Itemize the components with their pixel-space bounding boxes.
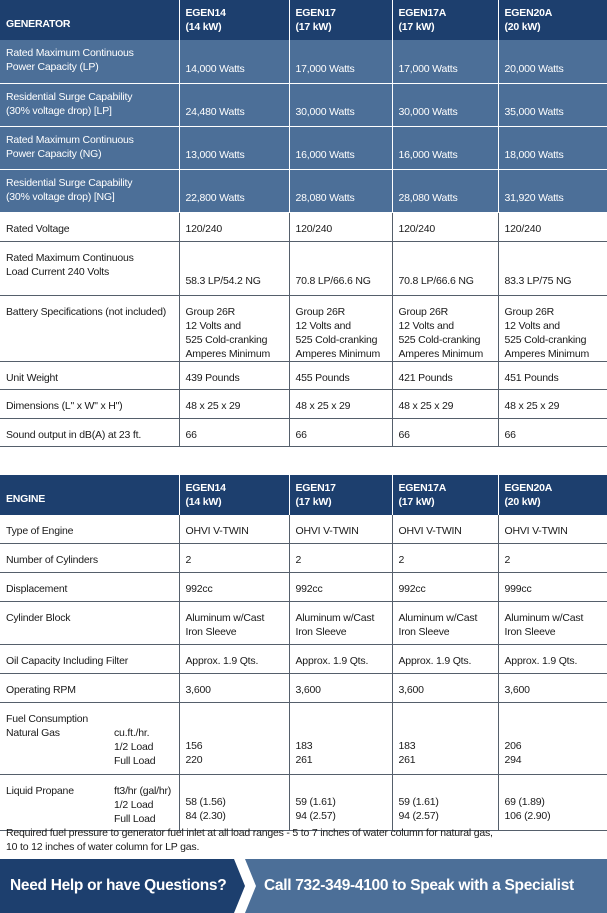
cell-line: Iron Sleeve bbox=[185, 626, 237, 638]
engine-value: OHVI V-TWIN bbox=[392, 515, 498, 544]
generator-header-label: GENERATOR bbox=[0, 0, 179, 40]
engine-value: 2 bbox=[289, 544, 392, 573]
cell-line: (30% voltage drop) [LP] bbox=[6, 104, 112, 117]
engine-label: Operating RPM bbox=[0, 674, 179, 703]
fuel-type: Liquid Propane bbox=[6, 785, 74, 797]
model-header bbox=[289, 475, 392, 515]
generator-header-row bbox=[0, 0, 607, 40]
spec-value: 70.8 LP/66.6 NG bbox=[392, 241, 498, 295]
spec-value: 66 bbox=[498, 418, 607, 446]
cell-line: 12 Volts and bbox=[295, 319, 351, 332]
cell-line: Rated Maximum Continuous bbox=[6, 133, 134, 146]
spec-value: 20,000 Watts bbox=[498, 40, 607, 83]
spec-value: 48 x 25 x 29 bbox=[289, 389, 392, 418]
model-kw: (14 kW) bbox=[185, 495, 222, 508]
cell-line: Rated Maximum Continuous bbox=[6, 251, 134, 264]
model-header bbox=[289, 0, 392, 40]
spec-value: 439 Pounds bbox=[179, 361, 289, 389]
engine-value: 992cc bbox=[289, 573, 392, 602]
engine-spec-table bbox=[0, 475, 607, 832]
cell-line: 525 Cold-cranking bbox=[295, 333, 378, 346]
spec-value: 30,000 Watts bbox=[392, 83, 498, 126]
cell-line: 525 Cold-cranking bbox=[185, 333, 268, 346]
cell-line: Rated Maximum Continuous bbox=[6, 47, 134, 59]
engine-value bbox=[179, 602, 289, 645]
fuel-consumption-title: Fuel Consumption bbox=[6, 713, 89, 725]
spec-value: 48 x 25 x 29 bbox=[498, 389, 607, 418]
model-header bbox=[392, 475, 498, 515]
model-header bbox=[498, 0, 607, 40]
half-load-value: 58 (1.56) bbox=[185, 796, 226, 808]
model-name: EGEN17 bbox=[295, 481, 336, 494]
engine-value: 3,600 bbox=[392, 674, 498, 703]
cell-line: Power Capacity (NG) bbox=[6, 147, 102, 160]
gap-cell bbox=[0, 446, 607, 475]
model-kw: (17 kW) bbox=[295, 21, 332, 33]
full-load-value: 294 bbox=[504, 754, 522, 766]
engine-value: 2 bbox=[179, 544, 289, 573]
engine-label: Oil Capacity Including Filter bbox=[0, 645, 179, 674]
engine-row bbox=[0, 602, 607, 645]
full-load-value: 220 bbox=[185, 754, 203, 766]
cell-line: Aluminum w/Cast bbox=[185, 612, 265, 624]
spec-label bbox=[0, 169, 179, 212]
engine-value: Approx. 1.9 Qts. bbox=[289, 645, 392, 674]
cell-line: Iron Sleeve bbox=[295, 626, 347, 638]
spec-row bbox=[0, 126, 607, 169]
cell-line: 12 Volts and bbox=[504, 319, 560, 332]
spec-value: 14,000 Watts bbox=[179, 40, 289, 83]
cell-line: Rated Voltage bbox=[6, 222, 70, 235]
fuel-row-natural-gas bbox=[0, 703, 607, 775]
model-header bbox=[392, 0, 498, 40]
engine-value: OHVI V-TWIN bbox=[289, 515, 392, 544]
engine-label: Cylinder Block bbox=[0, 602, 179, 645]
full-load-value: 84 (2.30) bbox=[185, 810, 226, 822]
model-kw: (20 kW) bbox=[504, 495, 541, 508]
model-kw: (20 kW) bbox=[504, 21, 541, 33]
engine-value: Approx. 1.9 Qts. bbox=[498, 645, 607, 674]
fuel-label bbox=[0, 775, 179, 831]
spec-value bbox=[289, 295, 392, 361]
engine-label: Number of Cylinders bbox=[0, 544, 179, 573]
cell-line: (30% voltage drop) [NG] bbox=[6, 190, 115, 203]
spec-row bbox=[0, 418, 607, 446]
cell-line: Battery Specifications (not included) bbox=[6, 305, 167, 318]
cell-line: Group 26R bbox=[295, 305, 346, 318]
model-kw: (14 kW) bbox=[185, 21, 222, 33]
cell-line: Unit Weight bbox=[6, 371, 58, 384]
full-load-label: Full Load bbox=[114, 813, 156, 825]
cell-line: 525 Cold-cranking bbox=[504, 333, 587, 346]
cell-line: Residential Surge Capability bbox=[6, 176, 133, 189]
spec-value: 28,080 Watts bbox=[289, 169, 392, 212]
half-load-value: 69 (1.89) bbox=[504, 796, 545, 808]
engine-value: 3,600 bbox=[179, 674, 289, 703]
cell-line: 525 Cold-cranking bbox=[398, 333, 481, 346]
fuel-type-line bbox=[6, 726, 173, 740]
full-load-label: Full Load bbox=[114, 755, 156, 767]
engine-value bbox=[289, 602, 392, 645]
cell-line: Amperes Minimum bbox=[504, 347, 590, 360]
spec-value: 30,000 Watts bbox=[289, 83, 392, 126]
spec-label bbox=[0, 295, 179, 361]
half-load-value: 156 bbox=[185, 740, 203, 752]
fuel-value bbox=[289, 703, 392, 775]
spec-row bbox=[0, 295, 607, 361]
spec-label bbox=[0, 241, 179, 295]
cell-line: Group 26R bbox=[185, 305, 236, 318]
engine-value: 2 bbox=[498, 544, 607, 573]
engine-value: 992cc bbox=[179, 573, 289, 602]
model-name: EGEN14 bbox=[185, 7, 226, 19]
cell-line: Aluminum w/Cast bbox=[295, 612, 375, 624]
spec-value: 22,800 Watts bbox=[179, 169, 289, 212]
spec-value bbox=[498, 295, 607, 361]
fuel-pressure-footnote bbox=[6, 826, 601, 854]
spec-label bbox=[0, 212, 179, 241]
model-name: EGEN17A bbox=[398, 481, 447, 494]
cell-line: Amperes Minimum bbox=[398, 347, 484, 360]
engine-value: 2 bbox=[392, 544, 498, 573]
spec-value: 451 Pounds bbox=[498, 361, 607, 389]
model-kw: (17 kW) bbox=[398, 495, 435, 508]
spec-value: 66 bbox=[179, 418, 289, 446]
footnote-line: Required fuel pressure to generator fuel inlet at all load ranges - 5 to 7 inches of water column for natural gas, bbox=[6, 827, 493, 839]
spec-label bbox=[0, 126, 179, 169]
cell-line: Residential Surge Capability bbox=[6, 90, 133, 103]
model-kw: (17 kW) bbox=[398, 21, 435, 33]
spec-label bbox=[0, 40, 179, 83]
spec-row bbox=[0, 212, 607, 241]
half-load-value: 59 (1.61) bbox=[398, 796, 439, 808]
spec-value: 16,000 Watts bbox=[289, 126, 392, 169]
half-load-label: 1/2 Load bbox=[114, 741, 154, 753]
spec-value: 421 Pounds bbox=[392, 361, 498, 389]
model-header bbox=[179, 475, 289, 515]
fuel-value bbox=[498, 775, 607, 831]
engine-header-label: ENGINE bbox=[0, 475, 179, 515]
spec-value: 35,000 Watts bbox=[498, 83, 607, 126]
spec-value: 31,920 Watts bbox=[498, 169, 607, 212]
spec-value: 48 x 25 x 29 bbox=[179, 389, 289, 418]
spec-value: 48 x 25 x 29 bbox=[392, 389, 498, 418]
full-load-value: 94 (2.57) bbox=[398, 810, 439, 822]
model-name: EGEN20A bbox=[504, 481, 553, 494]
spec-value: 70.8 LP/66.6 NG bbox=[289, 241, 392, 295]
spec-label bbox=[0, 389, 179, 418]
spec-value: 24,480 Watts bbox=[179, 83, 289, 126]
footnote-line: 10 to 12 inches of water column for LP gas. bbox=[6, 841, 200, 853]
cell-line: Load Current 240 Volts bbox=[6, 265, 110, 278]
fuel-unit: ft3/hr (gal/hr) bbox=[114, 785, 172, 797]
engine-row bbox=[0, 544, 607, 573]
engine-header-row bbox=[0, 475, 607, 515]
full-load-value: 261 bbox=[398, 754, 416, 766]
cell-line: Group 26R bbox=[398, 305, 449, 318]
spec-value: 13,000 Watts bbox=[179, 126, 289, 169]
fuel-value bbox=[179, 775, 289, 831]
spec-row bbox=[0, 169, 607, 212]
spec-row bbox=[0, 389, 607, 418]
full-load-value: 94 (2.57) bbox=[295, 810, 336, 822]
spec-row bbox=[0, 40, 607, 83]
cell-line: Aluminum w/Cast bbox=[398, 612, 478, 624]
model-name: EGEN20A bbox=[504, 7, 553, 19]
model-name: EGEN17 bbox=[295, 7, 336, 19]
cell-line: Dimensions (L" x W" x H") bbox=[6, 399, 123, 412]
cell-line: Aluminum w/Cast bbox=[504, 612, 584, 624]
spec-value: 18,000 Watts bbox=[498, 126, 607, 169]
call-specialist-link[interactable]: Call 732-349-4100 to Speak with a Specialist bbox=[264, 877, 574, 894]
fuel-type: Natural Gas bbox=[6, 727, 60, 739]
cell-line: Amperes Minimum bbox=[185, 347, 271, 360]
spec-value: 66 bbox=[289, 418, 392, 446]
cell-line: Amperes Minimum bbox=[295, 347, 381, 360]
spec-row bbox=[0, 361, 607, 389]
half-load-value: 206 bbox=[504, 740, 522, 752]
engine-value bbox=[392, 602, 498, 645]
cell-line: Iron Sleeve bbox=[398, 626, 450, 638]
spec-value: 28,080 Watts bbox=[392, 169, 498, 212]
cell-line: Iron Sleeve bbox=[504, 626, 556, 638]
spec-value bbox=[179, 295, 289, 361]
engine-label: Type of Engine bbox=[0, 515, 179, 544]
engine-row bbox=[0, 645, 607, 674]
spec-row bbox=[0, 241, 607, 295]
fuel-value bbox=[179, 703, 289, 775]
engine-value: 999cc bbox=[498, 573, 607, 602]
fuel-unit: cu.ft./hr. bbox=[114, 727, 150, 739]
spec-value: 120/240 bbox=[179, 212, 289, 241]
spec-value: 120/240 bbox=[392, 212, 498, 241]
engine-value: OHVI V-TWIN bbox=[179, 515, 289, 544]
cell-line: 12 Volts and bbox=[398, 319, 454, 332]
spec-value: 58.3 LP/54.2 NG bbox=[179, 241, 289, 295]
spec-value: 16,000 Watts bbox=[392, 126, 498, 169]
fuel-label bbox=[0, 703, 179, 775]
half-load-value: 59 (1.61) bbox=[295, 796, 336, 808]
engine-value: 992cc bbox=[392, 573, 498, 602]
spec-label bbox=[0, 361, 179, 389]
engine-value: Approx. 1.9 Qts. bbox=[179, 645, 289, 674]
help-banner[interactable] bbox=[0, 859, 607, 913]
help-question-text: Need Help or have Questions? bbox=[10, 877, 227, 894]
spec-value: 455 Pounds bbox=[289, 361, 392, 389]
model-header bbox=[498, 475, 607, 515]
spec-row bbox=[0, 83, 607, 126]
cell-line: Group 26R bbox=[504, 305, 555, 318]
model-name: EGEN17A bbox=[398, 7, 447, 19]
cell-line: Sound output in dB(A) at 23 ft. bbox=[6, 428, 142, 441]
spec-value: 120/240 bbox=[289, 212, 392, 241]
engine-row bbox=[0, 573, 607, 602]
spec-label bbox=[0, 418, 179, 446]
spec-label bbox=[0, 83, 179, 126]
engine-value bbox=[498, 602, 607, 645]
engine-label: Displacement bbox=[0, 573, 179, 602]
engine-row bbox=[0, 674, 607, 703]
cell-line: 12 Volts and bbox=[185, 319, 241, 332]
engine-value: 3,600 bbox=[498, 674, 607, 703]
table-gap bbox=[0, 446, 607, 475]
model-header bbox=[179, 0, 289, 40]
engine-value: 3,600 bbox=[289, 674, 392, 703]
half-load-value: 183 bbox=[398, 740, 416, 752]
fuel-value bbox=[392, 703, 498, 775]
engine-value: OHVI V-TWIN bbox=[498, 515, 607, 544]
model-name: EGEN14 bbox=[185, 481, 226, 494]
spec-value bbox=[392, 295, 498, 361]
spec-value: 17,000 Watts bbox=[289, 40, 392, 83]
fuel-value bbox=[498, 703, 607, 775]
engine-value: Approx. 1.9 Qts. bbox=[392, 645, 498, 674]
cell-line: Power Capacity (LP) bbox=[6, 61, 99, 73]
full-load-value: 261 bbox=[295, 754, 313, 766]
fuel-type-line bbox=[6, 784, 173, 798]
spec-value: 83.3 LP/75 NG bbox=[498, 241, 607, 295]
fuel-row-liquid-propane bbox=[0, 775, 607, 831]
engine-row bbox=[0, 515, 607, 544]
model-kw: (17 kW) bbox=[295, 495, 332, 508]
half-load-value: 183 bbox=[295, 740, 313, 752]
spec-value: 17,000 Watts bbox=[392, 40, 498, 83]
spec-value: 66 bbox=[392, 418, 498, 446]
spec-value: 120/240 bbox=[498, 212, 607, 241]
full-load-value: 106 (2.90) bbox=[504, 810, 551, 822]
fuel-value bbox=[289, 775, 392, 831]
fuel-value bbox=[392, 775, 498, 831]
half-load-label: 1/2 Load bbox=[114, 799, 154, 811]
